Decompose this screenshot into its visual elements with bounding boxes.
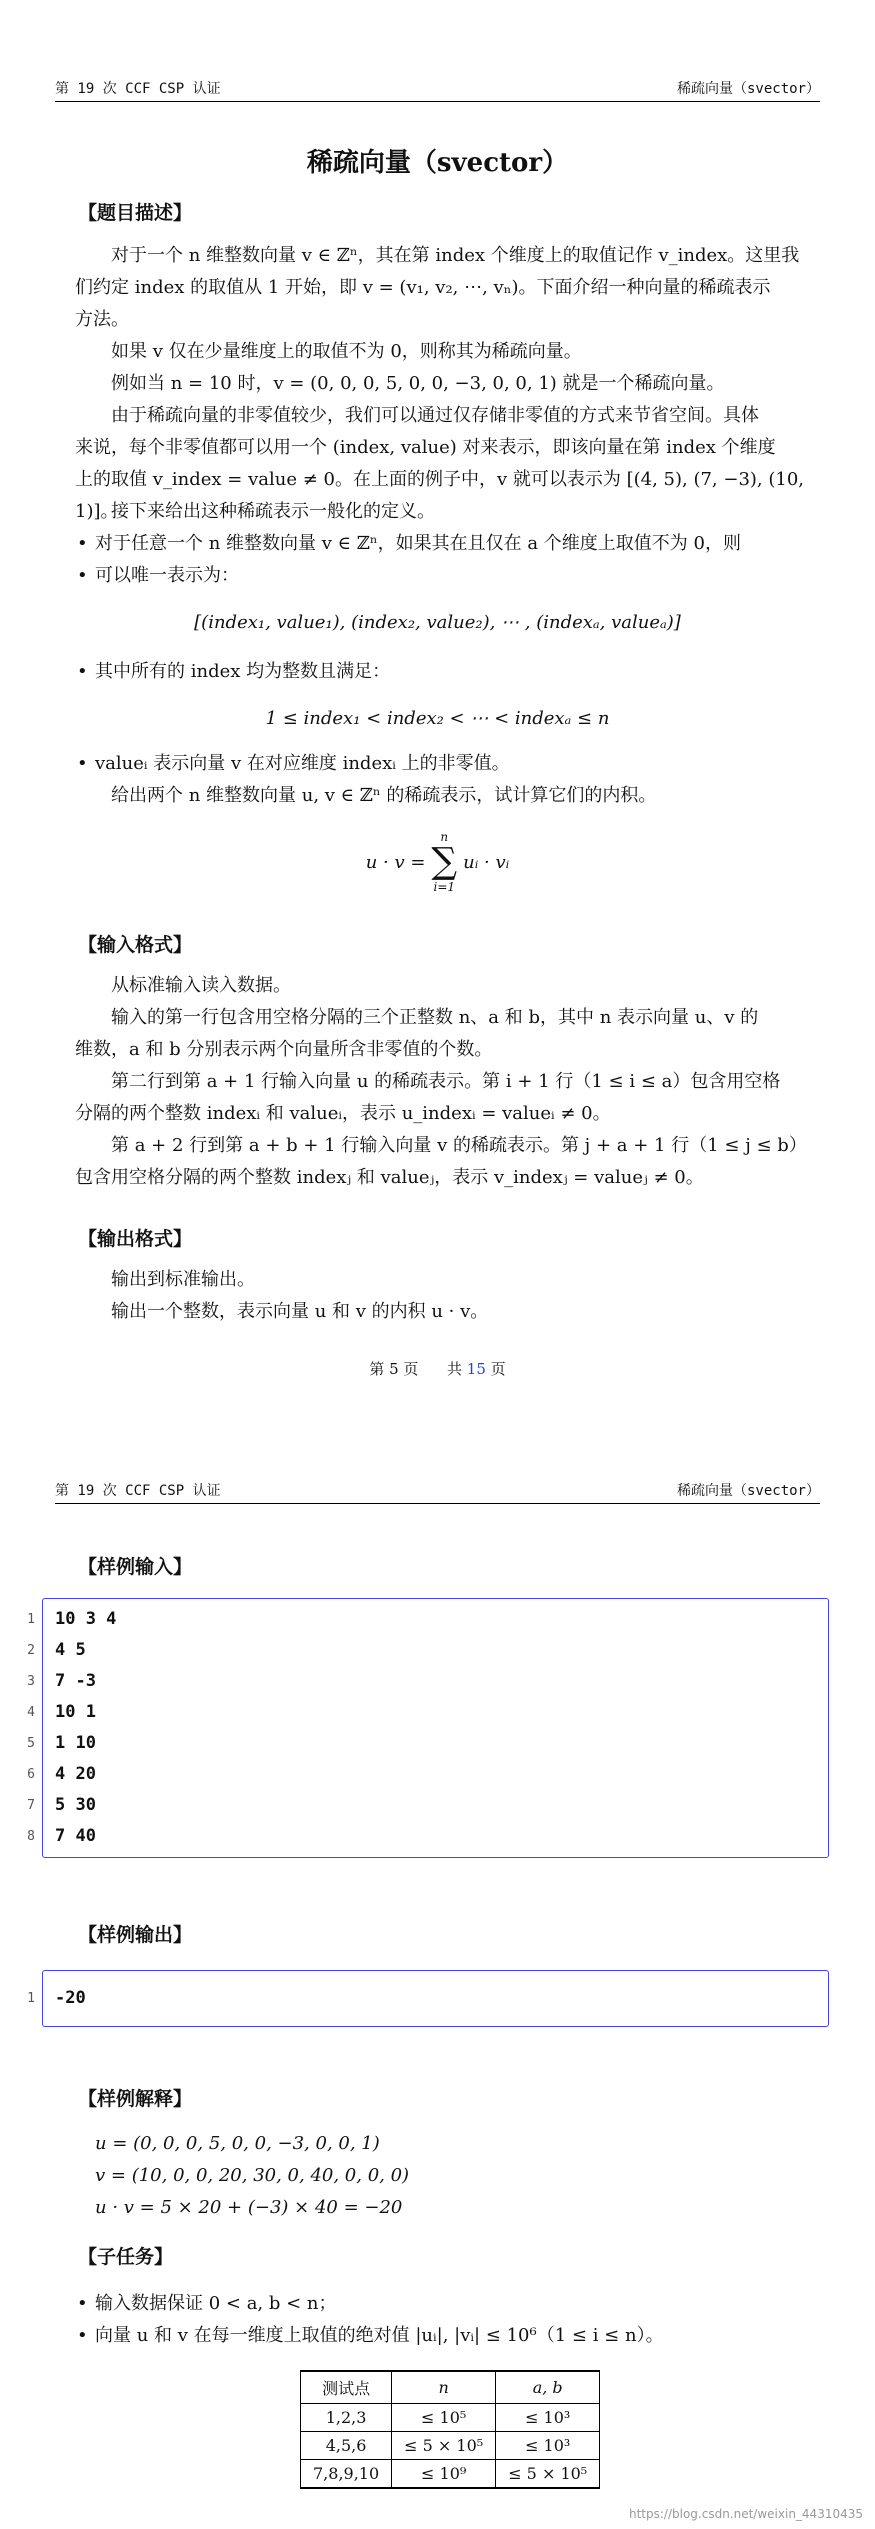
section-output: 【输出格式】 — [78, 1228, 193, 1250]
watermark: https://blog.csdn.net/weixin_44310435 — [628, 2507, 863, 2521]
code-line — [27, 1759, 828, 1790]
cell: 4,5,6 — [301, 2432, 392, 2460]
equation-inner-product — [0, 830, 875, 894]
equation-sparse-form: [(index₁, value₁), (index₂, value₂), ⋯ , (indexₐ, valueₐ)] — [194, 612, 681, 633]
subtask-2: • 向量 u 和 v 在每一维度上取值的绝对值 |uᵢ|, |vᵢ| ≤ 10⁶（1 ≤ i ≤ n）。 — [95, 2320, 815, 2352]
para-5: 接下来给出这种稀疏表示一般化的定义。 — [111, 501, 435, 522]
code-line — [27, 1697, 828, 1728]
cell: ≤ 5 × 10⁵ — [496, 2460, 600, 2489]
sigma-symbol — [431, 830, 457, 894]
code-text: -20 — [55, 1988, 86, 2008]
bullet-3: • valueᵢ 表示向量 v 在对应维度 indexᵢ 上的非零值。 — [95, 748, 815, 780]
cell: ≤ 10³ — [496, 2404, 600, 2432]
input-1: 从标准输入读入数据。 — [111, 975, 291, 996]
line-number: 7 — [27, 1798, 35, 1813]
section-description: 【题目描述】 — [78, 202, 193, 224]
sample-output-box[interactable] — [27, 1970, 829, 2027]
line-number: 5 — [27, 1736, 35, 1751]
explain-v: v = (10, 0, 0, 20, 30, 0, 40, 0, 0, 0) — [95, 2165, 410, 2186]
header-right: 稀疏向量（svector） — [676, 1483, 820, 1499]
input-2b: 维数，a 和 b 分别表示两个向量所含非零值的个数。 — [75, 1039, 493, 1060]
col-testpoint: 测试点 — [301, 2371, 392, 2404]
bullet-2: • 其中所有的 index 均为整数且满足： — [95, 656, 815, 688]
line-number: 6 — [27, 1767, 35, 1782]
eq-left: u · v = — [365, 851, 426, 873]
section-subtasks: 【子任务】 — [78, 2246, 174, 2268]
explain-uv: u · v = 5 × 20 + (−3) × 40 = −20 — [95, 2197, 403, 2218]
line-number: 2 — [27, 1643, 35, 1658]
subtask-table — [300, 2370, 600, 2489]
code-text: 10 3 4 — [55, 1609, 117, 1629]
input-3b: 分隔的两个整数 indexᵢ 和 valueᵢ，表示 u_indexᵢ = valueᵢ ≠ 0。 — [75, 1103, 611, 1124]
footer-total-label: 共 — [447, 1360, 463, 1378]
code-text: 4 20 — [55, 1764, 96, 1784]
table-row — [301, 2460, 600, 2489]
explain-u: u = (0, 0, 0, 5, 0, 0, −3, 0, 0, 1) — [95, 2133, 380, 2154]
code-line — [27, 1821, 828, 1852]
input-3a: 第二行到第 a + 1 行输入向量 u 的稀疏表示。第 i + 1 行（1 ≤ i ≤ a）包含用空格 — [111, 1071, 781, 1092]
input-2a: 输入的第一行包含用空格分隔的三个正整数 n、a 和 b，其中 n 表示向量 u、v 的 — [111, 1007, 759, 1028]
code-text: 1 10 — [55, 1733, 96, 1753]
running-header — [55, 78, 820, 102]
code-line — [27, 1728, 828, 1759]
code-text: 4 5 — [55, 1640, 86, 1660]
code-line — [27, 1983, 828, 2014]
code-text: 7 -3 — [55, 1671, 96, 1691]
sigma-top: n — [440, 830, 449, 844]
section-sample-input: 【样例输入】 — [78, 1556, 193, 1578]
header-left: 第 19 次 CCF CSP 认证 — [55, 81, 221, 97]
col-n: n — [392, 2371, 496, 2404]
code-text: 7 40 — [55, 1826, 96, 1846]
code-line — [27, 1604, 828, 1635]
para-3: 例如当 n = 10 时，v = (0, 0, 0, 5, 0, 0, −3, 0, 0, 1) 就是一个稀疏向量。 — [111, 373, 725, 394]
code-line — [27, 1790, 828, 1821]
section-input: 【输入格式】 — [78, 934, 193, 956]
code-text: 10 1 — [55, 1702, 96, 1722]
page-2 — [0, 1420, 875, 2529]
line-number: 1 — [27, 1991, 35, 2006]
para-1a: 对于一个 n 维整数向量 v ∈ ℤⁿ，其在第 index 个维度上的取值记作 v_index。这里我 — [111, 245, 800, 266]
input-4a: 第 a + 2 行到第 a + b + 1 行输入向量 v 的稀疏表示。第 j + a + 1 行（1 ≤ j ≤ b） — [111, 1135, 807, 1156]
para-4a: 由于稀疏向量的非零值较少，我们可以通过仅存储非零值的方式来节省空间。具体 — [111, 405, 759, 426]
footer-total-link[interactable]: 15 — [466, 1360, 486, 1378]
page-footer — [0, 1358, 875, 1379]
table-row — [301, 2404, 600, 2432]
para-2: 如果 v 仅在少量维度上的取值不为 0，则称其为稀疏向量。 — [111, 341, 582, 362]
input-4b: 包含用空格分隔的两个整数 indexⱼ 和 valueⱼ，表示 v_indexⱼ = valueⱼ ≠ 0。 — [75, 1167, 704, 1188]
line-number: 8 — [27, 1829, 35, 1844]
header-left: 第 19 次 CCF CSP 认证 — [55, 1483, 221, 1499]
bullet-1b: • 可以唯一表示为： — [95, 560, 815, 592]
output-2: 输出一个整数，表示向量 u 和 v 的内积 u · v。 — [111, 1301, 489, 1322]
cell: 1,2,3 — [301, 2404, 392, 2432]
table-row — [301, 2432, 600, 2460]
problem-title: 稀疏向量（svector） — [306, 148, 569, 178]
section-explanation: 【样例解释】 — [78, 2088, 193, 2110]
sample-input-box[interactable] — [27, 1598, 829, 1858]
para-6: 给出两个 n 维整数向量 u, v ∈ ℤⁿ 的稀疏表示，试计算它们的内积。 — [111, 785, 657, 806]
para-4c: 上的取值 v_index = value ≠ 0。在上面的例子中，v 就可以表示为 [(4, 5), (7, −3), (10, 1)]。 — [75, 469, 805, 522]
cell: ≤ 10⁹ — [392, 2460, 496, 2489]
output-1: 输出到标准输出。 — [111, 1269, 255, 1290]
subtask-1: • 输入数据保证 0 < a, b < n； — [95, 2288, 815, 2320]
equation-index-order: 1 ≤ index₁ < index₂ < ⋯ < indexₐ ≤ n — [265, 708, 610, 729]
header-right: 稀疏向量（svector） — [676, 81, 820, 97]
para-1c: 方法。 — [75, 309, 129, 330]
bullet-1a: • 对于任意一个 n 维整数向量 v ∈ ℤⁿ，如果其在且仅在 a 个维度上取值不为 0，则 — [95, 528, 815, 560]
line-number: 1 — [27, 1612, 35, 1627]
code-text: 5 30 — [55, 1795, 96, 1815]
code-line — [27, 1635, 828, 1666]
section-sample-output: 【样例输出】 — [78, 1924, 193, 1946]
footer-page: 第 5 页 — [369, 1360, 419, 1378]
sigma-bottom: i=1 — [433, 880, 456, 894]
col-ab: a, b — [496, 2371, 600, 2404]
line-number: 3 — [27, 1674, 35, 1689]
footer-page-unit: 页 — [490, 1360, 506, 1378]
para-1b: 们约定 index 的取值从 1 开始，即 v = (v₁, v₂, ⋯, vₙ)。下面介绍一种向量的稀疏表示 — [75, 277, 771, 298]
eq-right: uᵢ · vᵢ — [463, 851, 510, 873]
cell: ≤ 10³ — [496, 2432, 600, 2460]
cell: ≤ 10⁵ — [392, 2404, 496, 2432]
para-4b: 来说，每个非零值都可以用一个 (index, value) 对来表示，即该向量在第 index 个维度 — [75, 437, 776, 458]
sigma-icon: ∑ — [431, 841, 458, 882]
running-header-2 — [55, 1480, 820, 1504]
cell: 7,8,9,10 — [301, 2460, 392, 2489]
table-header-row — [301, 2371, 600, 2404]
cell: ≤ 5 × 10⁵ — [392, 2432, 496, 2460]
line-number: 4 — [27, 1705, 35, 1720]
code-line — [27, 1666, 828, 1697]
